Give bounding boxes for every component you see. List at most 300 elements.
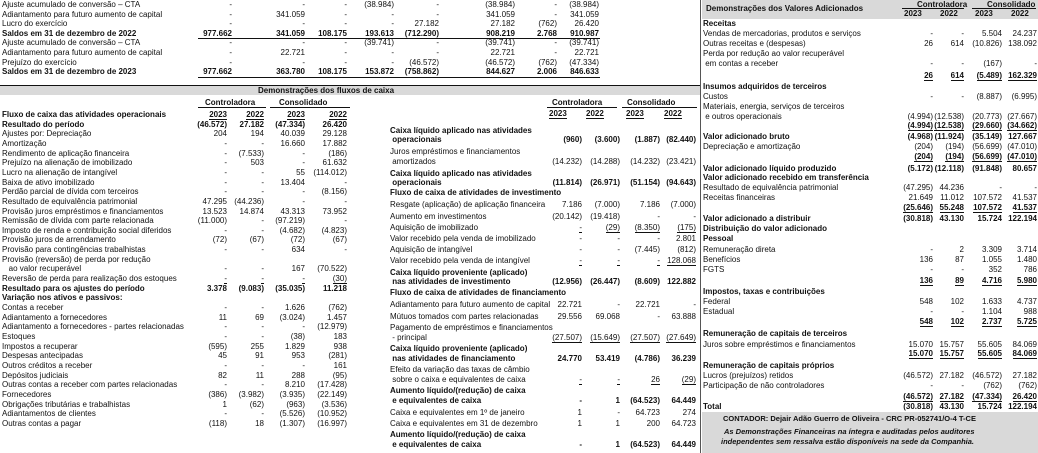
- equity-row-label: Prejuízo do exercício: [2, 57, 77, 67]
- cf-left-ctrl-underline: [198, 107, 266, 108]
- cashflow-row-value: 1: [615, 440, 620, 449]
- equity-row-value: 341.059: [276, 9, 305, 19]
- cashflow-row: [390, 289, 700, 299]
- cashflow-row-value: -: [657, 212, 660, 221]
- cashflow-row: [390, 246, 700, 256]
- equity-row-value: (39.741): [364, 38, 394, 48]
- cashflow-row-value: (29): [681, 375, 696, 384]
- cashflow-row-value: -: [617, 234, 620, 243]
- cashflow-row-value: -: [261, 138, 264, 148]
- cashflow-row-value: -: [224, 264, 227, 274]
- cashflow-row-value: (7.000): [670, 200, 696, 209]
- dva-row-value: (46.572): [972, 371, 1002, 380]
- dva-row-label: Materiais, energia, serviços de terceiros: [703, 102, 845, 111]
- equity-row-value: 363.780: [276, 67, 305, 77]
- dva-row-label: e outros operacionais: [703, 112, 782, 121]
- dva-row: [703, 153, 1038, 163]
- cashflow-row-label: Caixa líquido proveniente (aplicado): [390, 268, 528, 277]
- cashflow-row-label: Imposto de renda e contribuição social diferidos: [2, 225, 172, 235]
- cashflow-row-value: 91: [255, 351, 264, 361]
- cashflow-row-value: (14.232): [552, 157, 582, 166]
- cashflow-row-value: (14.232): [630, 157, 660, 166]
- cashflow-row-value: (7.445): [634, 245, 660, 254]
- cf-mid-year-2022a: 2022: [586, 109, 604, 118]
- dva-row-value: (762): [1018, 381, 1037, 390]
- dva-row-value: 107.572: [973, 193, 1002, 202]
- cashflow-row-value: -: [302, 322, 305, 332]
- cf-left-controladora-header: Controladora: [205, 98, 256, 107]
- cashflow-row: [390, 313, 700, 323]
- dva-row: [703, 235, 1038, 245]
- cashflow-row-label: - principal: [390, 333, 427, 342]
- dva-row-value: 5.504: [981, 29, 1002, 38]
- cashflow-row-label: Aumento em investimentos: [390, 212, 487, 221]
- cashflow-row-value: -: [224, 245, 227, 255]
- equity-row-value: (38.984): [569, 0, 599, 9]
- dva-row-value: 122.194: [1008, 402, 1037, 411]
- cashflow-row-value: 22.721: [557, 300, 582, 309]
- cashflow-row-value: -: [224, 148, 227, 158]
- cashflow-row-value: 29.556: [557, 312, 582, 321]
- cashflow-row-value: (595): [208, 341, 227, 351]
- cashflow-row-label: sobre o caixa e equivalentes de caixa: [390, 375, 526, 384]
- dva-row-value: 1.055: [981, 255, 1002, 264]
- cashflow-row-value: 167: [291, 264, 305, 274]
- equity-row-value: -: [436, 38, 439, 48]
- cf-mid-ctrl-underline: [547, 107, 617, 108]
- cashflow-row-label: Reversão de perda para realização dos estoques: [2, 274, 177, 284]
- cashflow-row: [390, 201, 700, 211]
- dva-row-value: 84.069: [1012, 340, 1037, 349]
- cashflow-row-value: (186): [328, 148, 347, 158]
- cashflow-row-value: -: [302, 360, 305, 370]
- cashflow-row-value: -: [261, 409, 264, 419]
- dva-row-value: (56.699): [972, 152, 1002, 161]
- cashflow-row-value: (70.522): [317, 264, 347, 274]
- cashflow-row-label: Adiantamentos de clientes: [2, 409, 96, 419]
- cashflow-row-value: 1.626: [284, 303, 305, 312]
- cashflow-row-label: e equivalentes de caixa: [390, 396, 482, 405]
- cashflow-row-value: 43.313: [280, 206, 305, 216]
- cashflow-row-value: (12.956): [552, 277, 582, 286]
- dva-row-value: 1.633: [981, 297, 1002, 306]
- equity-row-label: Saldos em 31 de dezembro de 2022: [2, 28, 137, 38]
- cashflow-row-value: 7.186: [561, 200, 582, 209]
- cashflow-row-label: Impostos a recuperar: [2, 341, 78, 351]
- dva-row-value: 27.182: [939, 392, 964, 401]
- cashflow-row-label: Caixa líquido proveniente (aplicado): [390, 344, 528, 353]
- dva-row-value: 138.092: [1008, 39, 1037, 48]
- cashflow-row-label: Despesas antecipadas: [2, 351, 83, 361]
- cashflow-row-value: 2022: [329, 110, 347, 119]
- cashflow-row-value: 2023: [209, 110, 227, 119]
- cashflow-row: [390, 189, 700, 199]
- cashflow-row-value: -: [657, 234, 660, 243]
- dva-row-value: -: [930, 29, 933, 38]
- dva-row-value: (204): [914, 152, 933, 161]
- cashflow-row-value: 128.068: [667, 256, 696, 265]
- cashflow-row-value: (4.682): [279, 225, 305, 235]
- dva-row-value: (27.667): [1007, 112, 1037, 121]
- equity-row-value: 2.006: [536, 67, 557, 77]
- cashflow-row-value: 11: [255, 370, 264, 380]
- equity-row-value: 22.721: [490, 48, 515, 57]
- cashflow-row-value: (20.142): [552, 212, 582, 221]
- cashflow-row-value: -: [617, 245, 620, 254]
- cashflow-row-label: Valor recebido pela venda de intangível: [390, 256, 530, 265]
- cashflow-row-label: Adiantamento para futuro aumento de capital: [390, 300, 551, 309]
- cashflow-row-value: (46.572): [197, 119, 227, 129]
- cashflow-row-value: (3.024): [279, 312, 305, 322]
- dva-row-value: 614: [950, 39, 964, 48]
- dva-row-value: 786: [1023, 265, 1037, 274]
- cashflow-row-label: Caixa e equivalentes em 1º de janeiro: [390, 408, 525, 417]
- cashflow-row-value: (94.643): [666, 178, 696, 187]
- cashflow-row: [390, 158, 700, 168]
- cashflow-row-label: Obrigações tributárias e trabalhistas: [2, 399, 131, 409]
- equity-row-value: -: [229, 38, 232, 48]
- cashflow-row-label: Depósitos judiciais: [2, 370, 69, 380]
- equity-row-value: -: [344, 48, 347, 57]
- dva-row-value: (4.994): [907, 121, 933, 130]
- cashflow-row: [390, 136, 700, 146]
- cashflow-row-value: -: [344, 177, 347, 187]
- equity-row-value: (712.290): [404, 28, 439, 38]
- cashflow-row-value: (64.523): [630, 440, 660, 449]
- dva-row-label: Benefícios: [703, 255, 741, 264]
- cashflow-row-value: (95): [332, 370, 347, 380]
- cashflow-row-value: 11: [218, 312, 227, 322]
- dva-year-2023a: 2023: [904, 9, 922, 18]
- dva-row-label: Pessoal: [703, 234, 734, 243]
- cashflow-row-value: (1.307): [279, 418, 305, 428]
- cashflow-row-value: (762): [328, 303, 347, 312]
- equity-row-value: 977.662: [203, 28, 232, 38]
- cashflow-row-label: e equivalentes de caixa: [390, 440, 482, 449]
- equity-row-value: 26.420: [574, 19, 599, 29]
- cashflow-row-value: (47.334): [275, 119, 305, 129]
- dva-row-label: Vendas de mercadorias, produtos e serviços: [703, 29, 861, 38]
- dva-row-label: Valor adicionado a distribuir: [703, 214, 811, 223]
- cashflow-row-label: Adiantamento a fornecedores: [2, 312, 107, 322]
- dva-row-label: Remuneração direta: [703, 245, 776, 254]
- cashflow-row-label: Outras contas a pagar: [2, 418, 82, 428]
- dva-row-label: Outras receitas e (despesas): [703, 39, 806, 48]
- cf-left-consolidado-header: Consolidado: [279, 98, 328, 107]
- equity-row-value: 908.219: [486, 28, 515, 38]
- dva-row-label: Valor adicionado bruto: [703, 132, 790, 141]
- cashflow-row-value: 1: [615, 396, 620, 405]
- dva-row-value: 4.737: [1016, 297, 1037, 306]
- cashflow-row-value: (35.035): [275, 283, 305, 293]
- cashflow-row-value: 26.420: [322, 119, 347, 129]
- dva-row-value: 2: [959, 245, 964, 254]
- cashflow-row-value: 26: [651, 375, 660, 384]
- cashflow-row: [390, 278, 700, 288]
- equity-row-value: 341.059: [486, 9, 515, 19]
- dva-row-label: Estadual: [703, 307, 735, 316]
- dva-row-value: 127.667: [1008, 132, 1037, 141]
- cashflow-row-value: (3.600): [594, 135, 620, 144]
- cashflow-section: [0, 85, 700, 453]
- equity-row-value: -: [229, 19, 232, 29]
- cashflow-row-value: 16.660: [280, 138, 305, 148]
- cashflow-row-value: -: [224, 322, 227, 332]
- dva-row-label: Remuneração de capitais de terceiros: [703, 329, 848, 338]
- cashflow-row-value: -: [657, 256, 660, 265]
- cashflow-row-value: 64.449: [671, 396, 696, 405]
- cashflow-row-value: 36.239: [671, 354, 696, 363]
- equity-row-value: 22.721: [280, 48, 305, 57]
- dva-year-2022a: 2022: [940, 9, 958, 18]
- cashflow-row-value: -: [261, 274, 264, 284]
- cashflow-row-label: Fornecedores: [2, 389, 52, 399]
- cashflow-row-label: Resgate (aplicação) de aplicação financeira: [390, 200, 546, 209]
- cashflow-row-value: (3.982): [238, 389, 264, 399]
- cf-left-cons-underline: [270, 107, 350, 108]
- dva-row-value: (4.968): [907, 132, 933, 141]
- dva-row-value: 24.237: [1012, 29, 1037, 38]
- dva-row-value: (5.489): [976, 71, 1002, 80]
- equity-row-value: (47.334): [569, 57, 599, 67]
- cashflow-row-value: 73.952: [322, 206, 347, 216]
- dva-row-value: -: [961, 92, 964, 101]
- equity-row-label: Adiantamento para futuro aumento de capital: [2, 9, 163, 19]
- dva-row: [703, 266, 1038, 276]
- dva-row-value: (11.924): [934, 132, 964, 141]
- saldo-underline: [198, 38, 600, 39]
- cashflow-row-value: -: [261, 331, 264, 341]
- cashflow-row-label: Contas a receber: [2, 303, 64, 312]
- dva-row-value: 3.309: [981, 245, 1002, 254]
- dva-row: [703, 318, 1038, 328]
- dva-row-label: Valor adicionado recebido em transferência: [703, 173, 869, 182]
- equity-row-value: -: [302, 57, 305, 67]
- dva-row-value: 41.537: [1012, 193, 1037, 202]
- cashflow-row-label: operacionais: [390, 178, 442, 187]
- cashflow-row-value: (67): [249, 235, 264, 245]
- cashflow-row: [390, 301, 700, 311]
- cashflow-row-value: (8.609): [634, 277, 660, 286]
- cashflow-row-value: -: [302, 158, 305, 168]
- dva-row-value: (47.295): [903, 183, 933, 192]
- cashflow-row-value: 22.721: [635, 300, 660, 309]
- cashflow-row-value: -: [224, 331, 227, 341]
- cashflow-row-value: (5.526): [279, 409, 305, 419]
- cashflow-row-value: 2022: [246, 110, 264, 119]
- cashflow-row-label: Prejuízo na alienação de imobilizado: [2, 158, 133, 168]
- cashflow-row-value: (27.507): [630, 333, 660, 342]
- equity-row-value: (39.741): [569, 38, 599, 48]
- cashflow-row: [390, 235, 700, 245]
- cashflow-row-value: -: [261, 177, 264, 187]
- equity-row-value: -: [344, 19, 347, 29]
- dva-row-value: 15.070: [908, 349, 933, 358]
- cashflow-row-value: (30): [332, 274, 347, 284]
- contador-line: CONTADOR: Dejair Adão Guerro de Oliveira - CRC PR-052741/O-4 T-CE: [723, 414, 976, 423]
- dva-row-value: (47.010): [1007, 142, 1037, 151]
- equity-row-value: (38.984): [485, 0, 515, 9]
- cashflow-row-label: Aquisição de intangível: [390, 245, 473, 254]
- dva-row-value: (762): [983, 381, 1002, 390]
- dva-row-value: (56.699): [972, 142, 1002, 151]
- dva-row-label: Distribuição do valor adicionado: [703, 224, 828, 233]
- dva-row-value: 4.716: [981, 276, 1002, 285]
- cashflow-row-value: -: [261, 225, 264, 235]
- dva-row-label: Remuneração de capitais próprios: [703, 361, 835, 370]
- cashflow-row-value: -: [302, 274, 305, 284]
- cashflow-row-value: (97.219): [275, 216, 305, 226]
- cashflow-row-value: -: [261, 303, 264, 312]
- cashflow-row-value: 47.295: [202, 196, 227, 206]
- cashflow-row-value: -: [224, 167, 227, 177]
- dva-row-value: -: [961, 381, 964, 390]
- equity-row-label: Adiantamento para futuro aumento de capital: [2, 48, 163, 57]
- equity-row-value: -: [302, 19, 305, 29]
- dva-row: [703, 277, 1038, 287]
- dva-row-value: 15.724: [977, 214, 1002, 223]
- cashflow-row-value: (4.823): [321, 225, 347, 235]
- cashflow-row-value: -: [224, 409, 227, 419]
- cashflow-row-value: 29.128: [322, 129, 347, 139]
- dva-row-value: (46.572): [903, 392, 933, 401]
- equity-row-value: -: [229, 48, 232, 57]
- cashflow-row-value: 8.210: [284, 380, 305, 390]
- cashflow-row-value: (11.000): [197, 216, 227, 226]
- dva-row-label: Valor adicionado líquido produzido: [703, 164, 837, 173]
- cashflow-row-value: (7.000): [594, 200, 620, 209]
- dva-row-value: -: [930, 245, 933, 254]
- dva-row-value: (34.662): [1007, 121, 1037, 130]
- cashflow-row-value: -: [224, 274, 227, 284]
- equity-row-value: 846.633: [570, 67, 599, 77]
- cashflow-row-value: -: [224, 158, 227, 168]
- cashflow-row-value: -: [261, 360, 264, 370]
- equity-row-label: Lucro do exercício: [2, 19, 68, 29]
- cashflow-row-value: 64.449: [671, 440, 696, 449]
- cashflow-row-value: (8.350): [634, 223, 660, 232]
- equity-row-label: Ajuste acumulado de conversão – CTA: [2, 0, 141, 9]
- dva-row-value: -: [930, 59, 933, 68]
- dva-row-label: Insumos adquiridos de terceiros: [703, 82, 827, 91]
- cashflow-row-value: 161: [333, 360, 347, 370]
- equity-row-value: -: [436, 9, 439, 19]
- cashflow-row-value: 183: [333, 331, 347, 341]
- cashflow-row-value: 27.182: [239, 119, 264, 129]
- cf-mid-year-2022b: 2022: [664, 109, 682, 118]
- cf-mid-year-2023b: 2023: [626, 109, 644, 118]
- equity-row-value: (46.572): [409, 57, 439, 67]
- cashflow-row-value: -: [224, 177, 227, 187]
- equity-row-value: 153.872: [365, 67, 394, 77]
- dva-row-value: 548: [919, 297, 933, 306]
- dva-row-value: 21.649: [908, 193, 933, 202]
- cashflow-row-value: -: [617, 300, 620, 309]
- equity-row-value: -: [344, 57, 347, 67]
- dva-row-value: 41.537: [1012, 203, 1037, 212]
- dva-row-value: 2.737: [981, 317, 1002, 326]
- cashflow-row-value: -: [302, 148, 305, 158]
- saldo-underline: [198, 77, 600, 78]
- cashflow-row-label: Pagamento de empréstimos e financiamentos: [390, 323, 553, 332]
- cashflow-row-value: -: [617, 256, 620, 265]
- dva-row-label: Participação de não controladores: [703, 381, 825, 390]
- dva-row-label: Impostos, taxas e contribuições: [703, 287, 825, 296]
- dva-row-value: (35.149): [972, 132, 1002, 141]
- dva-row-label: Perda por redução ao valor recuperável: [703, 49, 844, 58]
- cashflow-row-value: -: [579, 375, 582, 384]
- dva-row-value: 89: [955, 276, 964, 285]
- equity-row-value: 977.662: [203, 67, 232, 77]
- dva-row-value: 3.714: [1016, 245, 1037, 254]
- equity-row-value: (762): [538, 19, 557, 29]
- cashflow-row-label: nas atividades de investimento: [390, 277, 511, 286]
- dva-row-value: -: [930, 92, 933, 101]
- dva-row-value: -: [930, 265, 933, 274]
- dva-row-value: 87: [955, 255, 964, 264]
- equity-row-value: -: [344, 38, 347, 48]
- cashflow-row-label: Aumento líquido/(redução) de caixa: [390, 386, 526, 395]
- cashflow-row-label: Amortização: [2, 138, 47, 148]
- dva-row-value: 55.605: [977, 340, 1002, 349]
- cashflow-row-value: 1: [577, 419, 582, 428]
- cashflow-row-value: 69.068: [595, 312, 620, 321]
- cashflow-row-value: -: [224, 303, 227, 312]
- cashflow-row-value: (62): [249, 399, 264, 409]
- cashflow-row-label: Provisão (reversão) de perda por redução: [2, 254, 151, 264]
- cashflow-row-value: (82.440): [666, 135, 696, 144]
- dva-row: [703, 204, 1038, 214]
- cashflow-row-value: -: [344, 216, 347, 226]
- cashflow-row-value: 1: [577, 408, 582, 417]
- equity-row-value: 22.721: [574, 48, 599, 57]
- equity-row-value: -: [554, 0, 557, 9]
- cashflow-row-value: (3.536): [321, 399, 347, 409]
- dva-row-label: Resultado de equivalência patrimonial: [703, 183, 839, 192]
- cashflow-row-label: Provisão juros de arrendamento: [2, 235, 116, 245]
- equity-row-value: -: [229, 57, 232, 67]
- cashflow-row-label: Resultado para os ajustes do período: [2, 283, 145, 293]
- cashflow-row-value: -: [693, 300, 696, 309]
- cashflow-row-value: (11.814): [552, 178, 582, 187]
- equity-row-value: -: [344, 0, 347, 9]
- cashflow-row-label: Valor recebido pela venda de imobilizado: [390, 234, 536, 243]
- dva-row-label: Juros sobre empréstimos e financiamentos: [703, 340, 856, 349]
- cashflow-row-value: 64.723: [671, 419, 696, 428]
- dva-row: [703, 225, 1038, 235]
- cashflow-row-value: -: [261, 245, 264, 255]
- cashflow-row-value: (386): [208, 389, 227, 399]
- cashflow-row-value: -: [302, 187, 305, 197]
- equity-row-value: -: [302, 0, 305, 9]
- cashflow-row-label: Resultado do período: [2, 119, 85, 129]
- dva-row-value: 43.130: [939, 402, 964, 411]
- cashflow-row-value: 24.770: [557, 354, 582, 363]
- equity-row-value: -: [391, 48, 394, 57]
- cashflow-row-value: 55: [296, 167, 305, 177]
- equity-row-value: 108.175: [318, 67, 347, 77]
- cashflow-row-label: Lucro na alienação de intangível: [2, 167, 118, 177]
- cashflow-row-label: Outras contas a receber com partes relacionadas: [2, 380, 178, 390]
- cashflow-row-value: 63.888: [671, 312, 696, 321]
- cashflow-row-value: (27.649): [666, 333, 696, 342]
- cashflow-row-value: -: [579, 256, 582, 265]
- dva-row-label: Receitas: [703, 19, 736, 28]
- cashflow-row-label: Estoques: [2, 331, 36, 341]
- cashflow-row-value: -: [224, 138, 227, 148]
- cashflow-row-value: 938: [333, 341, 347, 351]
- dva-row-value: (194): [945, 152, 964, 161]
